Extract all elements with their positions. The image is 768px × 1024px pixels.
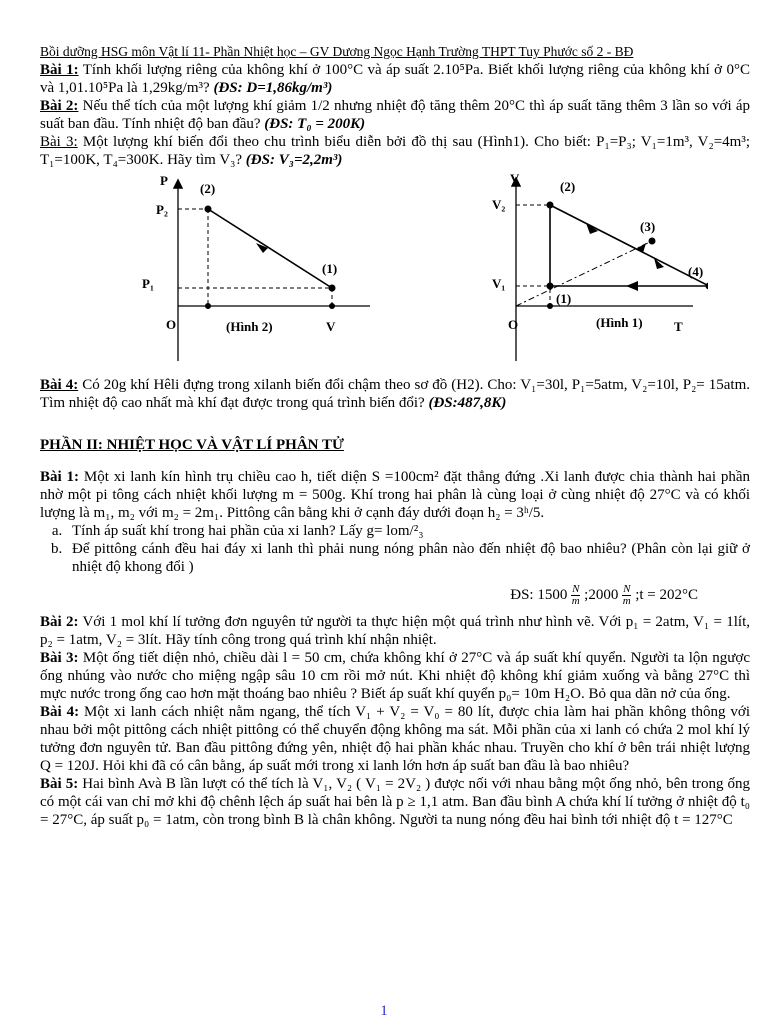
p1-exercise-4 [40,376,750,412]
pt4-label: (4) [688,264,704,279]
sub-question-b: b. Để pittông cánh đều hai đáy xi lanh thì phải nung nóng phân nào đến nhiệt độ bao nhiêu? (Phân còn lại giữ ở nhiệt độ khong đổi ) [66,540,750,576]
frac-den: m [571,595,580,607]
exercise-label: Bài 5: [40,776,79,792]
point-3 [649,238,656,245]
pt3-label: (3) [640,219,656,234]
process-line [208,209,332,288]
direction-arrow [256,243,268,253]
frac-den: m [622,595,631,607]
sub-questions [40,522,750,576]
answer-prefix: ĐS: 1500 [510,586,568,603]
p2-exercise-2 [40,613,750,649]
sub-question-a: a. Tính áp suất khí trong hai phần của xi lanh? Lấy g= lom/²₃ [66,522,750,540]
exercise-text: Với 1 mol khí lí tưởng đơn nguyên tử người ta thực hiện một quá trình như hình vẽ. Với p₁ = 2atm, V₁ = 1lít, p₂ = 1atm, V₂ = 3lít. Hãy tính công trong quá trình khí nhận nhiệt. [40,614,750,648]
pt2-label: (2) [560,179,576,194]
document-page [40,44,750,829]
p1-label: P₁ [142,276,154,291]
p2-exercise-5 [40,775,750,829]
exercise-label: Bài 1: [40,469,80,485]
figures-row [40,171,750,376]
caption: (Hình 1) [596,315,643,330]
figure-2-pv-diagram [140,171,380,376]
v2-foot [205,303,211,309]
axis-y-label: V [510,171,520,186]
exercise-answer: (ĐS: D=1,86kg/m³) [213,80,333,96]
exercise-text: Một lượng khí biến đổi theo chu trình biểu diễn bởi đồ thị sau (Hình1). Cho biết: P₁=P₃; V₁=1m³, V₂=4m³; T₁=100K, T₄=300K. Hãy tìm V₃? [40,134,751,168]
p1-exercise-1 [40,61,750,97]
axis-x-label: T [674,319,683,334]
pt2-label: (2) [200,181,216,196]
exercise-label: Bài 4: [40,377,79,393]
answer-end: ;t = 202°C [635,586,698,603]
figure-1-vt-diagram [478,171,708,376]
origin-label: O [166,317,177,332]
exercise-label: Bài 3: [40,650,79,666]
origin-diagonal [516,241,652,306]
exercise-text: Một ống tiết diện nhỏ, chiều dài l = 50 cm, chứa không khí ở 27°C và áp suất khí quyển. Người ta lộn ngược ống nhúng vào nước cho miệng ngập sâu 10 cm rồi mở nút. Khi nhiệt độ không khí giảm xuống và bằng 27°C thì mực nước trong ống cao hơn mặt thoáng bao nhiêu ? Biết áp suất khí quyển p₀= 10m H₂O. Bỏ qua dãn nở của ống. [40,650,750,702]
fraction-n-over-m [622,584,631,607]
exercise-label: Bài 2: [40,98,79,114]
answer-mid: ;2000 [584,586,619,603]
line-2-3-4 [550,205,708,286]
exercise-label: Bài 4: [40,704,80,720]
exercise-text: Nếu thể tích của một lượng khí giảm 1/2 nhưng nhiệt độ tăng thêm 20°C thì áp suất tăng thêm 3 lần so với áp suất ban đầu. Tính nhiệt độ ban đầu? [40,98,751,132]
exercise-text: Một xi lanh cách nhiệt nằm ngang, thể tích V₁ + V₂ = V₀ = 80 lít, được chia làm hai phần không thông với nhau bởi một pittông cách nhiệt pittông có thể chuyển động không ma sát. Mỗi phần của xi lanh có chứa 2 mol khí lý tưởng đơn nguyên tử. Ban đầu pittông đứng yên, nhiệt độ hai phần khác nhau. Truyền cho khí ở bên trái nhiệt lượng Q = 120J. Hỏi khi đã có cân bằng, áp suất mới trong xi lanh lớn hơn áp suất ban đầu là bao nhiêu? [40,704,750,774]
p2-exercise-4 [40,703,750,775]
exercise-label: Bài 2: [40,614,79,630]
exercise-label: Bài 1: [40,62,79,78]
t1-foot [547,303,553,309]
exercise-answer: (ĐS: V₃=2,2m³) [245,152,343,168]
exercise-text: Tính khối lượng riêng của không khí ở 100°C và áp suất 2.10⁵Pa. Biết khối lượng riêng của không khí ở 0°C và 1,01.10⁵Pa là 1,29kg/m³? [40,62,750,96]
frac-num: N [623,583,631,595]
point-2 [205,206,212,213]
exercise-text: Hai bình Avà B lần lượt có thể tích là V₁, V₂ ( V₁ = 2V₂ ) được nối với nhau bằng một ống nhỏ, bên trong ống có một cái van chỉ mở khi độ chênh lệch áp suất hai bên là p ≥ 1,1 atm. Ban đầu bình A chứa khí lí tưởng ở nhiệt độ t₀ = 27°C, áp suất p₀ = 1atm, còn trong bình B là chân không. Người ta nung nóng đều hai bình tới nhiệt độ t = 127°C [40,776,751,828]
exercise-answer: (ĐS:487,8K) [428,395,507,411]
origin-label: O [508,317,519,332]
p2-label: P₂ [156,202,168,217]
p2-exercise-3 [40,649,750,703]
exercise-text: Một xi lanh kín hình trụ chiều cao h, tiết diện S =100cm² đặt thẳng đứng .Xi lanh được chia thành hai phần nhờ một pi tông cách nhiệt khối lượng m = 500g. Khí trong hai phân là cùng loại ở cùng nhiệt độ 27°C và có khối lượng là m₁, m₂ với m₂ = 2m₁. Pittông cân bằng khi ở cạnh đáy dưới đoạn h₂ = 3ʰ/5. [40,469,750,521]
p1-exercise-3 [40,133,750,169]
point-1 [329,285,336,292]
pt1-label: (1) [322,261,338,276]
exercise-answer: (ĐS: T₀ = 200K) [264,116,366,132]
axis-x-label: V [326,319,336,334]
v2-label: V₂ [492,197,506,212]
page-header: Bồi dưỡng HSG môn Vật lí 11- Phần Nhiệt học – GV Dương Ngọc Hạnh Trường THPT Tuy Phước số 2 - BĐ [40,44,634,59]
page-number: 1 [380,1003,388,1019]
arrow-dash [636,243,646,253]
point-2 [547,202,554,209]
fraction-n-over-m [571,584,580,607]
p1-exercise-2 [40,97,750,133]
exercise-text: Có 20g khí Hêli đựng trong xilanh biến đổi chậm theo sơ đồ (H2). Cho: V₁=30l, P₁=5atm, V₂=10l, P₂= 15atm. Tìm nhiệt độ cao nhất mà khí đạt được trong quá trình biến đổi? [40,377,751,411]
pt1-label: (1) [556,291,572,306]
p2-exercise-1 [40,468,750,522]
axis-y-label: P [160,173,168,188]
exercise-label: Bài 3: [40,134,78,150]
caption: (Hình 2) [226,319,273,334]
answer-line [40,584,750,607]
section-title: PHẦN II: NHIỆT HỌC VÀ VẬT LÍ PHÂN TỬ [40,437,344,453]
point-1 [547,283,554,290]
v1-label: V₁ [492,276,506,291]
arrow-4-1 [626,281,638,291]
v1-foot [329,303,335,309]
frac-num: N [572,583,580,595]
